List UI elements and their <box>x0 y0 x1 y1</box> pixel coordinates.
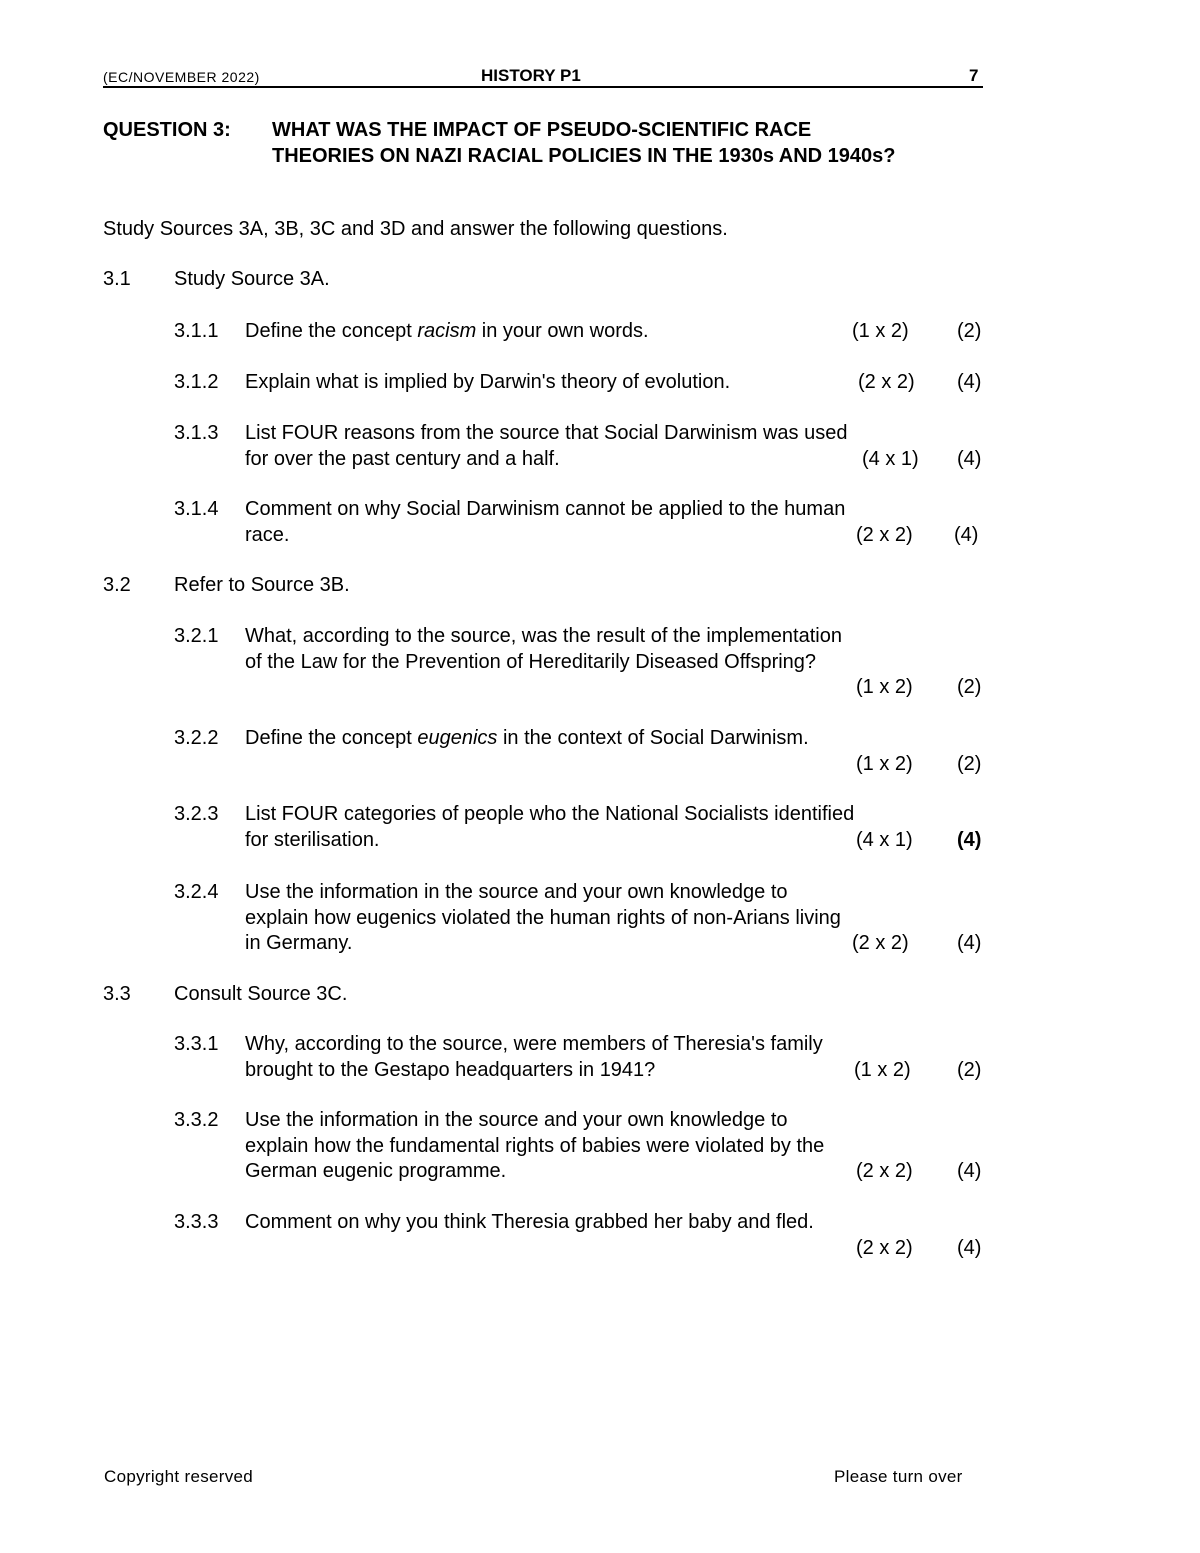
item-text-line: Use the information in the source and your own knowledge to <box>245 881 788 903</box>
mark-formula: (1 x 2) <box>856 753 913 775</box>
item-text-line: explain how eugenics violated the human rights of non-Arians living <box>245 907 841 929</box>
header-page-number: 7 <box>969 66 979 85</box>
header-rule <box>103 86 983 88</box>
item-number: 3.2.1 <box>174 625 219 647</box>
item-number: 3.2.2 <box>174 727 219 749</box>
item-number: 3.1.4 <box>174 498 219 520</box>
header-exam-session: (EC/NOVEMBER 2022) <box>103 69 260 85</box>
item-text-line: for sterilisation. <box>245 829 380 851</box>
item-text-line: List FOUR categories of people who the National Socialists identified <box>245 803 855 825</box>
mark-total: (4) <box>957 448 982 470</box>
mark-formula: (1 x 2) <box>856 676 913 698</box>
item-number: 3.3.2 <box>174 1109 219 1131</box>
item-text-line: List FOUR reasons from the source that Social Darwinism was used <box>245 422 848 444</box>
item-text-line: explain how the fundamental rights of babies were violated by the <box>245 1135 825 1157</box>
question-label: QUESTION 3: <box>103 119 231 141</box>
item-number: 3.3.1 <box>174 1033 219 1055</box>
item-text-line: Why, according to the source, were members of Theresia's family <box>245 1033 823 1055</box>
mark-formula: (1 x 2) <box>852 320 909 342</box>
mark-total: (4) <box>957 1237 982 1259</box>
mark-formula: (1 x 2) <box>854 1059 911 1081</box>
mark-formula: (2 x 2) <box>856 1160 913 1182</box>
footer-copyright: Copyright reserved <box>104 1467 254 1486</box>
mark-total: (2) <box>957 1059 982 1081</box>
item-number: 3.3.3 <box>174 1211 219 1233</box>
italic-term: racism <box>417 320 477 342</box>
item-number: 3.1.1 <box>174 320 219 342</box>
mark-total: (2) <box>957 753 982 775</box>
mark-formula: (2 x 2) <box>856 1237 913 1259</box>
mark-formula: (2 x 2) <box>856 524 913 546</box>
item-number: 3.1.3 <box>174 422 219 444</box>
mark-formula: (4 x 1) <box>862 448 919 470</box>
item-text-line: race. <box>245 524 290 546</box>
item-text-line: in Germany. <box>245 932 353 954</box>
header-subject: HISTORY P1 <box>481 66 581 85</box>
mark-total: (4) <box>957 932 982 954</box>
item-number: 3.1.2 <box>174 371 219 393</box>
item-text-line: Comment on why Social Darwinism cannot be applied to the human <box>245 498 846 520</box>
section-heading: Refer to Source 3B. <box>174 574 350 596</box>
mark-formula: (2 x 2) <box>852 932 909 954</box>
mark-total: (2) <box>957 676 982 698</box>
mark-total: (2) <box>957 320 982 342</box>
item-text: Comment on why you think Theresia grabbed her baby and fled. <box>245 1211 814 1233</box>
mark-formula: (4 x 1) <box>856 829 913 851</box>
item-text: Define the concept racism in your own words. <box>245 320 649 342</box>
section-heading: Study Source 3A. <box>174 268 330 290</box>
footer-turn-over: Please turn over <box>834 1467 963 1486</box>
item-text-line: of the Law for the Prevention of Hereditarily Diseased Offspring? <box>245 651 817 673</box>
mark-formula: (2 x 2) <box>858 371 915 393</box>
italic-term: eugenics <box>417 727 498 749</box>
section-number: 3.1 <box>103 268 131 290</box>
mark-total: (4) <box>957 371 982 393</box>
item-text-line: What, according to the source, was the result of the implementation <box>245 625 842 647</box>
section-number: 3.3 <box>103 983 131 1005</box>
mark-total: (4) <box>957 829 982 851</box>
section-number: 3.2 <box>103 574 131 596</box>
mark-total: (4) <box>954 524 979 546</box>
item-text: Explain what is implied by Darwin's theory of evolution. <box>245 371 731 393</box>
instruction-text: Study Sources 3A, 3B, 3C and 3D and answer the following questions. <box>103 218 728 240</box>
question-title: WHAT WAS THE IMPACT OF PSEUDO-SCIENTIFIC RACE THEORIES ON NAZI RACIAL POLICIES IN THE 1930s AND 1940s? <box>272 119 896 167</box>
item-text-line: brought to the Gestapo headquarters in 1941? <box>245 1059 656 1081</box>
item-text-line: for over the past century and a half. <box>245 448 560 470</box>
item-text-line: Use the information in the source and your own knowledge to <box>245 1109 788 1131</box>
mark-total: (4) <box>957 1160 982 1182</box>
item-text-line: German eugenic programme. <box>245 1160 507 1182</box>
item-number: 3.2.3 <box>174 803 219 825</box>
item-number: 3.2.4 <box>174 881 219 903</box>
item-text: Define the concept eugenics in the context of Social Darwinism. <box>245 727 809 749</box>
section-heading: Consult Source 3C. <box>174 983 348 1005</box>
